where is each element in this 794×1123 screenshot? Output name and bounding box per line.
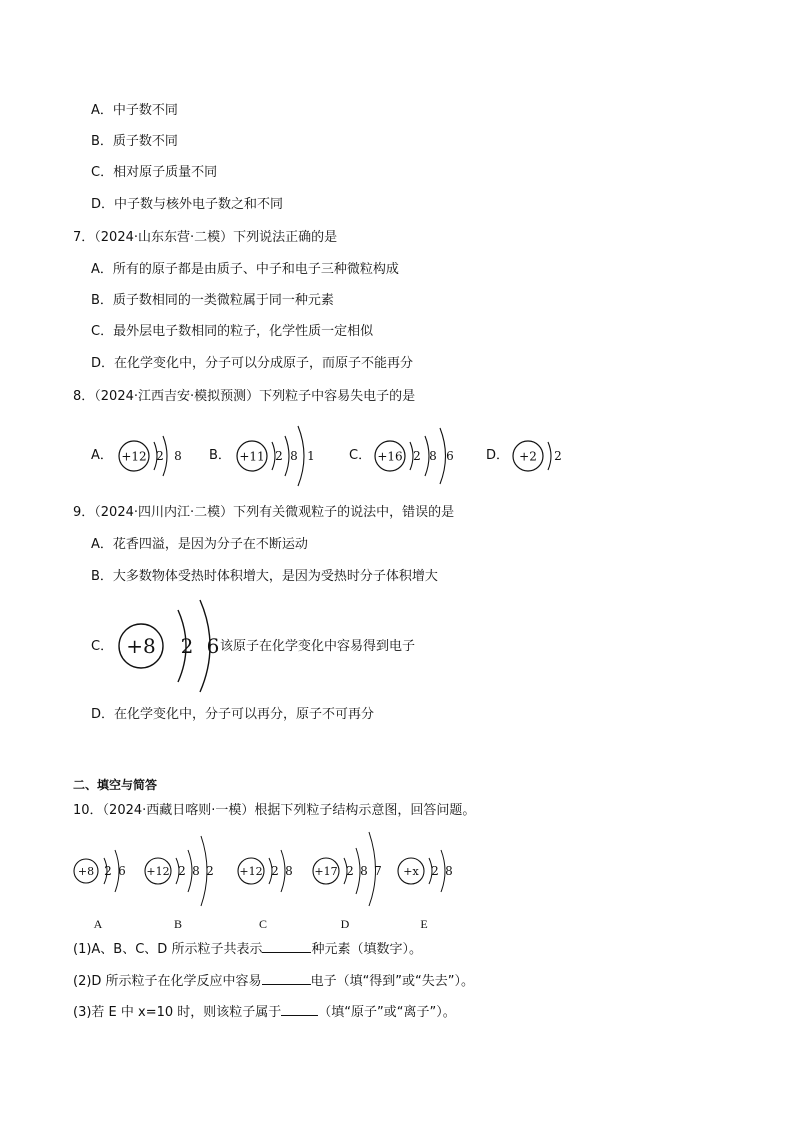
atom-shell-electrons: 7 <box>374 864 382 878</box>
q10-particle-d-diagram <box>311 826 391 908</box>
q8-option-a-letter: A． <box>91 448 113 463</box>
prev-option-b: B．质子数不同 <box>91 134 178 149</box>
q10-sub1-after: 种元素（填数字）。 <box>311 942 422 957</box>
prev-option-d: D．中子数与核外电子数之和不同 <box>91 197 284 212</box>
atom-shell-electrons: 8 <box>285 864 293 878</box>
atom-shell-electrons: 8 <box>429 449 437 463</box>
atom-nucleus: +8 <box>126 634 156 658</box>
atom-nucleus: +17 <box>314 865 338 878</box>
atom-shell-electrons: 8 <box>192 864 200 878</box>
atom-shell-electrons: 6 <box>206 634 220 658</box>
q10-sub1-before: (1)A、B、C、D 所示粒子共表示 <box>73 942 263 957</box>
particle-label-d: D <box>340 917 350 931</box>
q10-sub2-after: 电子（填“得到”或“失去”）。 <box>310 974 475 989</box>
atom-shell-electrons: 8 <box>445 864 453 878</box>
q7-option-b: B．质子数相同的一类微粒属于同一种元素 <box>91 293 334 308</box>
q10-sub3-after: （填“原子”或“离子”）。 <box>318 1005 456 1020</box>
q10-stem: 10．（2024·西藏日喀则·一模）根据下列粒子结构示意图，回答问题。 <box>73 803 476 818</box>
atom-nucleus: +x <box>403 865 419 878</box>
q10-sub2-before: (2)D 所示粒子在化学反应中容易 <box>73 974 262 989</box>
atom-nucleus: +12 <box>146 865 170 878</box>
atom-shell-electrons: 6 <box>118 864 126 878</box>
atom-shell-electrons: 2 <box>413 449 421 463</box>
q10-sub2 <box>73 972 474 991</box>
q9-option-b: B．大多数物体受热时体积增大，是因为受热时分子体积增大 <box>91 569 438 584</box>
particle-label-e: E <box>420 917 428 931</box>
atom-shell-electrons: 8 <box>174 449 182 463</box>
q8-option-d-atom-diagram <box>510 428 570 484</box>
atom-shell-electrons: 2 <box>104 864 112 878</box>
q10-particle-b-diagram <box>143 830 223 908</box>
q10-sub3-answer-blank[interactable] <box>281 1003 318 1016</box>
q8-option-b-atom-diagram <box>234 420 324 492</box>
atom-nucleus: +16 <box>377 449 403 464</box>
q10-sub1 <box>73 940 422 959</box>
atom-shell-electrons: 2 <box>275 449 283 463</box>
q10-particle-e-diagram <box>396 840 466 902</box>
atom-shell-electrons: 2 <box>271 864 279 878</box>
q8-option-a-atom-diagram <box>116 428 196 484</box>
atom-shell-electrons: 2 <box>554 449 562 463</box>
atom-nucleus: +11 <box>239 449 265 464</box>
section-title: 二、填空与简答 <box>73 778 158 792</box>
q10-particle-a-diagram <box>72 840 142 902</box>
atom-shell-electrons: 8 <box>360 864 368 878</box>
atom-shell-electrons: 2 <box>178 864 186 878</box>
atom-nucleus: +8 <box>77 865 95 878</box>
particle-label-a: A <box>93 917 103 931</box>
atom-nucleus: +12 <box>239 865 263 878</box>
q9-option-d: D．在化学变化中，分子可以再分，原子不可再分 <box>91 707 375 722</box>
q9-stem: 9．（2024·四川内江·二模）下列有关微观粒子的说法中，错误的是 <box>73 505 455 520</box>
q7-option-d: D．在化学变化中，分子可以分成原子，而原子不能再分 <box>91 356 414 371</box>
atom-nucleus: +12 <box>121 449 147 464</box>
q10-sub1-answer-blank[interactable] <box>262 940 311 953</box>
atom-shell-electrons: 2 <box>156 449 164 463</box>
q8-option-c-letter: C． <box>349 448 372 463</box>
q9-option-a: A．花香四溢，是因为分子在不断运动 <box>91 537 308 552</box>
q10-sub3-before: (3)若 E 中 x=10 时，则该粒子属于 <box>73 1005 282 1020</box>
atom-shell-electrons: 8 <box>290 449 298 463</box>
atom-shell-electrons: 2 <box>206 864 214 878</box>
atom-shell-electrons: 2 <box>180 634 194 658</box>
q10-sub3 <box>73 1003 456 1022</box>
q7-stem: 7．（2024·山东东营·二模）下列说法正确的是 <box>73 230 338 245</box>
atom-nucleus: +2 <box>519 449 537 464</box>
atom-shell-electrons: 2 <box>346 864 354 878</box>
q7-option-a: A．所有的原子都是由质子、中子和电子三种微粒构成 <box>91 262 399 277</box>
prev-option-c: C．相对原子质量不同 <box>91 165 218 180</box>
prev-option-a: A．中子数不同 <box>91 103 178 118</box>
particle-label-b: B <box>173 917 182 931</box>
q9-option-c-letter: C． <box>91 639 114 654</box>
q10-particle-c-diagram <box>236 840 306 902</box>
q8-option-c-atom-diagram <box>372 420 462 492</box>
atom-shell-electrons: 6 <box>446 449 454 463</box>
q8-option-d-letter: D． <box>486 448 510 463</box>
q9-option-c-text: 该原子在化学变化中容易得到电子 <box>220 639 416 654</box>
q9-option-c-atom-diagram <box>114 596 224 696</box>
atom-shell-electrons: 1 <box>307 449 315 463</box>
atom-shell-electrons: 2 <box>431 864 439 878</box>
particle-label-c: C <box>258 917 267 931</box>
q8-option-b-letter: B． <box>209 448 231 463</box>
q8-stem: 8．（2024·江西吉安·模拟预测）下列粒子中容易失电子的是 <box>73 389 416 404</box>
q10-sub2-answer-blank[interactable] <box>262 972 311 985</box>
q7-option-c: C．最外层电子数相同的粒子，化学性质一定相似 <box>91 324 374 339</box>
